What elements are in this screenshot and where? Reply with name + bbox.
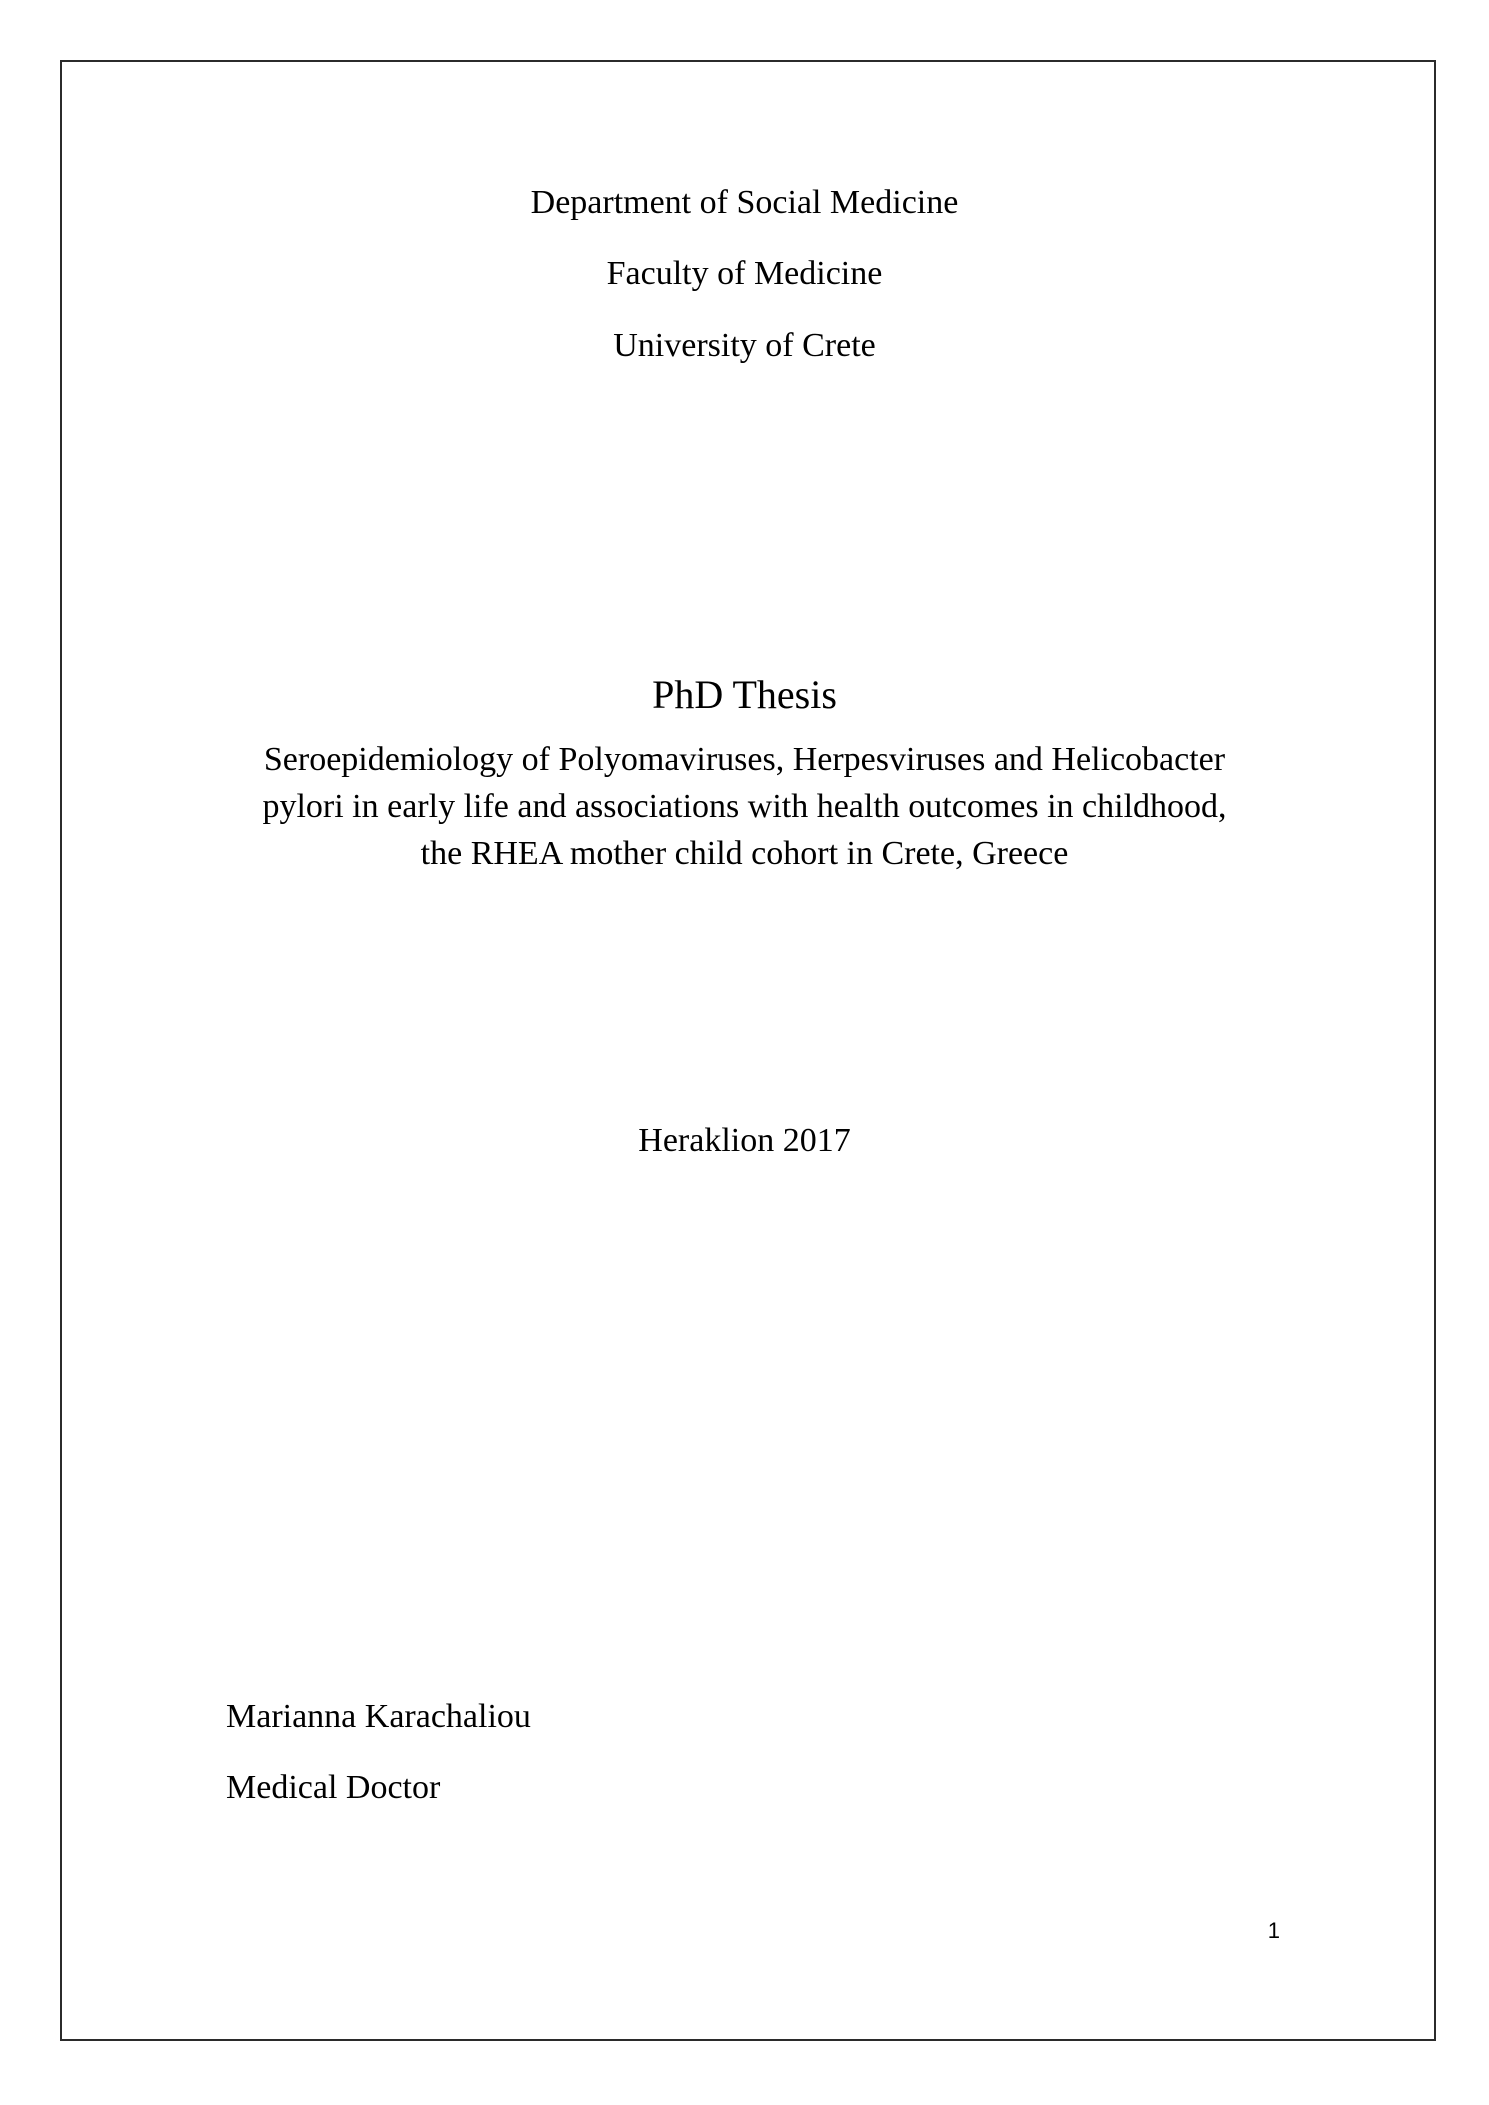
author-profession: Medical Doctor [226, 1769, 441, 1806]
department-name: Department of Social Medicine [530, 184, 959, 221]
place-year: Heraklion 2017 [638, 1122, 851, 1159]
thesis-title-line-3: the RHEA mother child cohort in Crete, Greece [420, 835, 1069, 872]
page-number: 1 [1267, 1918, 1280, 1943]
university-name: University of Crete [613, 327, 876, 364]
thesis-title-line-1: Seroepidemiology of Polyomaviruses, Herpesviruses and Helicobacter [263, 741, 1226, 778]
thesis-title-line-2: pylori in early life and associations with health outcomes in childhood, [262, 788, 1227, 825]
author-name: Marianna Karachaliou [226, 1698, 531, 1735]
thesis-label: PhD Thesis [652, 672, 837, 717]
faculty-name: Faculty of Medicine [606, 255, 883, 292]
thesis-title [0, 736, 1489, 877]
